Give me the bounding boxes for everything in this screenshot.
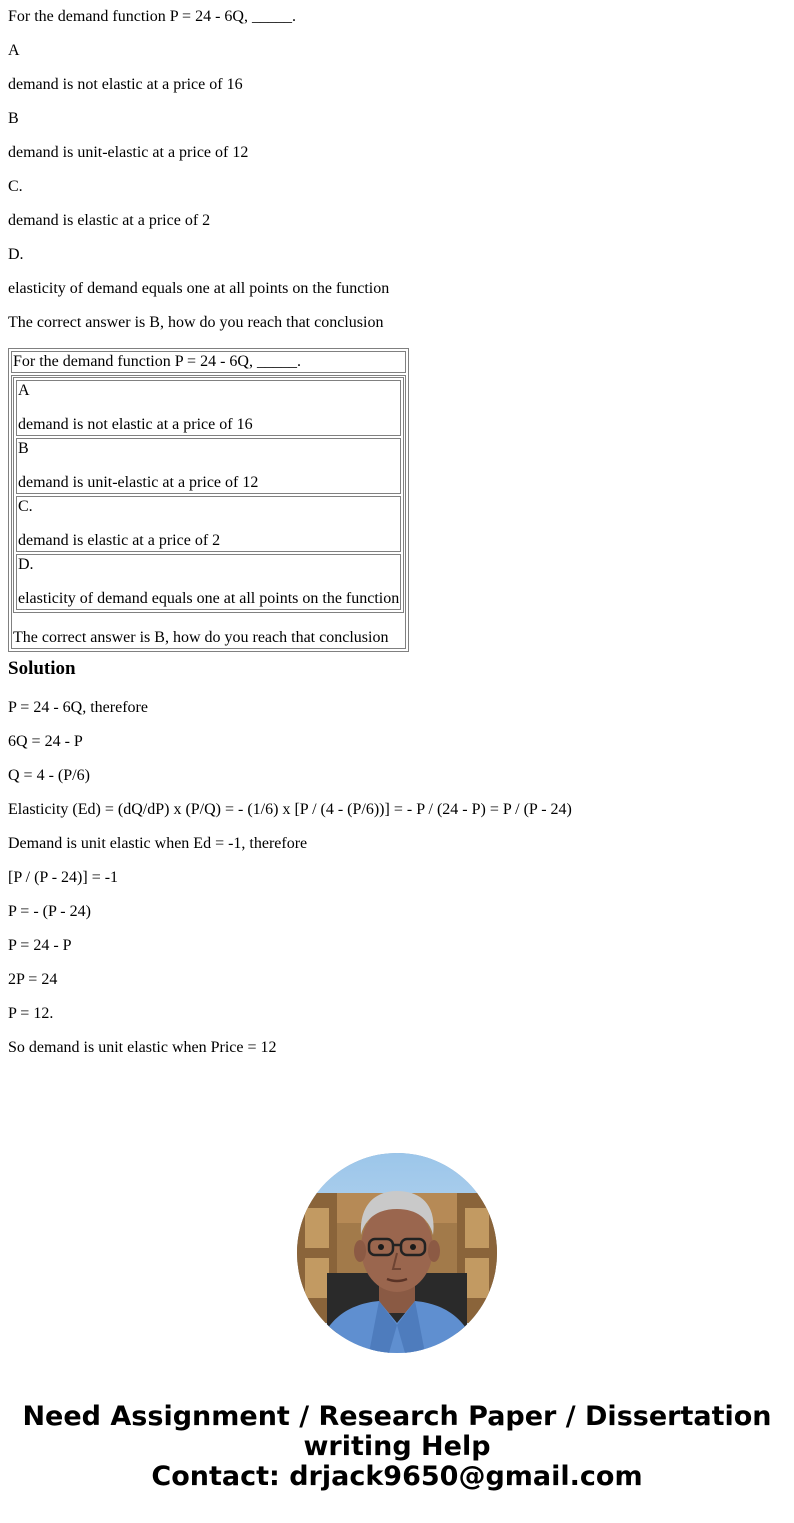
table-option-d-text: elasticity of demand equals one at all points on the function	[18, 590, 400, 607]
table-row	[16, 554, 401, 610]
solution-line: P = 24 - 6Q, therefore	[8, 699, 148, 716]
contact-footer	[0, 1402, 794, 1492]
question-table	[8, 348, 409, 652]
solution-line: P = - (P - 24)	[8, 903, 91, 920]
option-a-text: demand is not elastic at a price of 16	[8, 76, 243, 93]
table-row	[16, 380, 401, 436]
option-a-letter: A	[8, 42, 20, 59]
table-question-stem: For the demand function P = 24 - 6Q, _____.	[13, 353, 301, 370]
option-c-text: demand is elastic at a price of 2	[8, 212, 211, 229]
solution-line: Q = 4 - (P/6)	[8, 767, 90, 784]
table-stem-cell	[11, 351, 406, 373]
solution-line: P = 12.	[8, 1005, 54, 1022]
options-table	[13, 377, 404, 613]
question-note: The correct answer is B, how do you reach that conclusion	[8, 314, 384, 331]
option-c-letter: C.	[8, 178, 23, 195]
solution-line: 2P = 24	[8, 971, 58, 988]
solution-line: Demand is unit elastic when Ed = -1, therefore	[8, 835, 308, 852]
table-option-d-letter: D.	[18, 556, 34, 573]
table-question-note: The correct answer is B, how do you reach that conclusion	[13, 629, 389, 646]
footer-line-1: Need Assignment / Research Paper / Dissertation	[22, 1401, 772, 1432]
table-option-c-text: demand is elastic at a price of 2	[18, 532, 221, 549]
option-d-letter: D.	[8, 246, 24, 263]
table-option-b-text: demand is unit-elastic at a price of 12	[18, 474, 259, 491]
author-avatar	[297, 1153, 497, 1353]
solution-heading: Solution	[8, 658, 76, 679]
table-option-c-letter: C.	[18, 498, 33, 515]
table-row	[16, 438, 401, 494]
table-option-a-text: demand is not elastic at a price of 16	[18, 416, 253, 433]
solution-line: Elasticity (Ed) = (dQ/dP) x (P/Q) = - (1/6) x [P / (4 - (P/6))] = - P / (24 - P) = P / (P - 24)	[8, 801, 572, 818]
table-option-a-letter: A	[18, 382, 30, 399]
option-b-letter: B	[8, 110, 19, 127]
footer-contact-line: Contact: drjack9650@gmail.com	[151, 1461, 643, 1492]
option-b-text: demand is unit-elastic at a price of 12	[8, 144, 249, 161]
solution-line: P = 24 - P	[8, 937, 72, 954]
solution-line: 6Q = 24 - P	[8, 733, 83, 750]
table-option-b-letter: B	[18, 440, 29, 457]
solution-line: [P / (P - 24)] = -1	[8, 869, 119, 886]
option-d-text: elasticity of demand equals one at all points on the function	[8, 280, 390, 297]
author-photo-illustration	[297, 1153, 497, 1353]
table-row	[16, 496, 401, 552]
solution-line: So demand is unit elastic when Price = 12	[8, 1039, 277, 1056]
table-options-cell	[11, 375, 406, 649]
question-stem: For the demand function P = 24 - 6Q, _____.	[8, 8, 296, 25]
footer-line-2: writing Help	[303, 1431, 491, 1462]
